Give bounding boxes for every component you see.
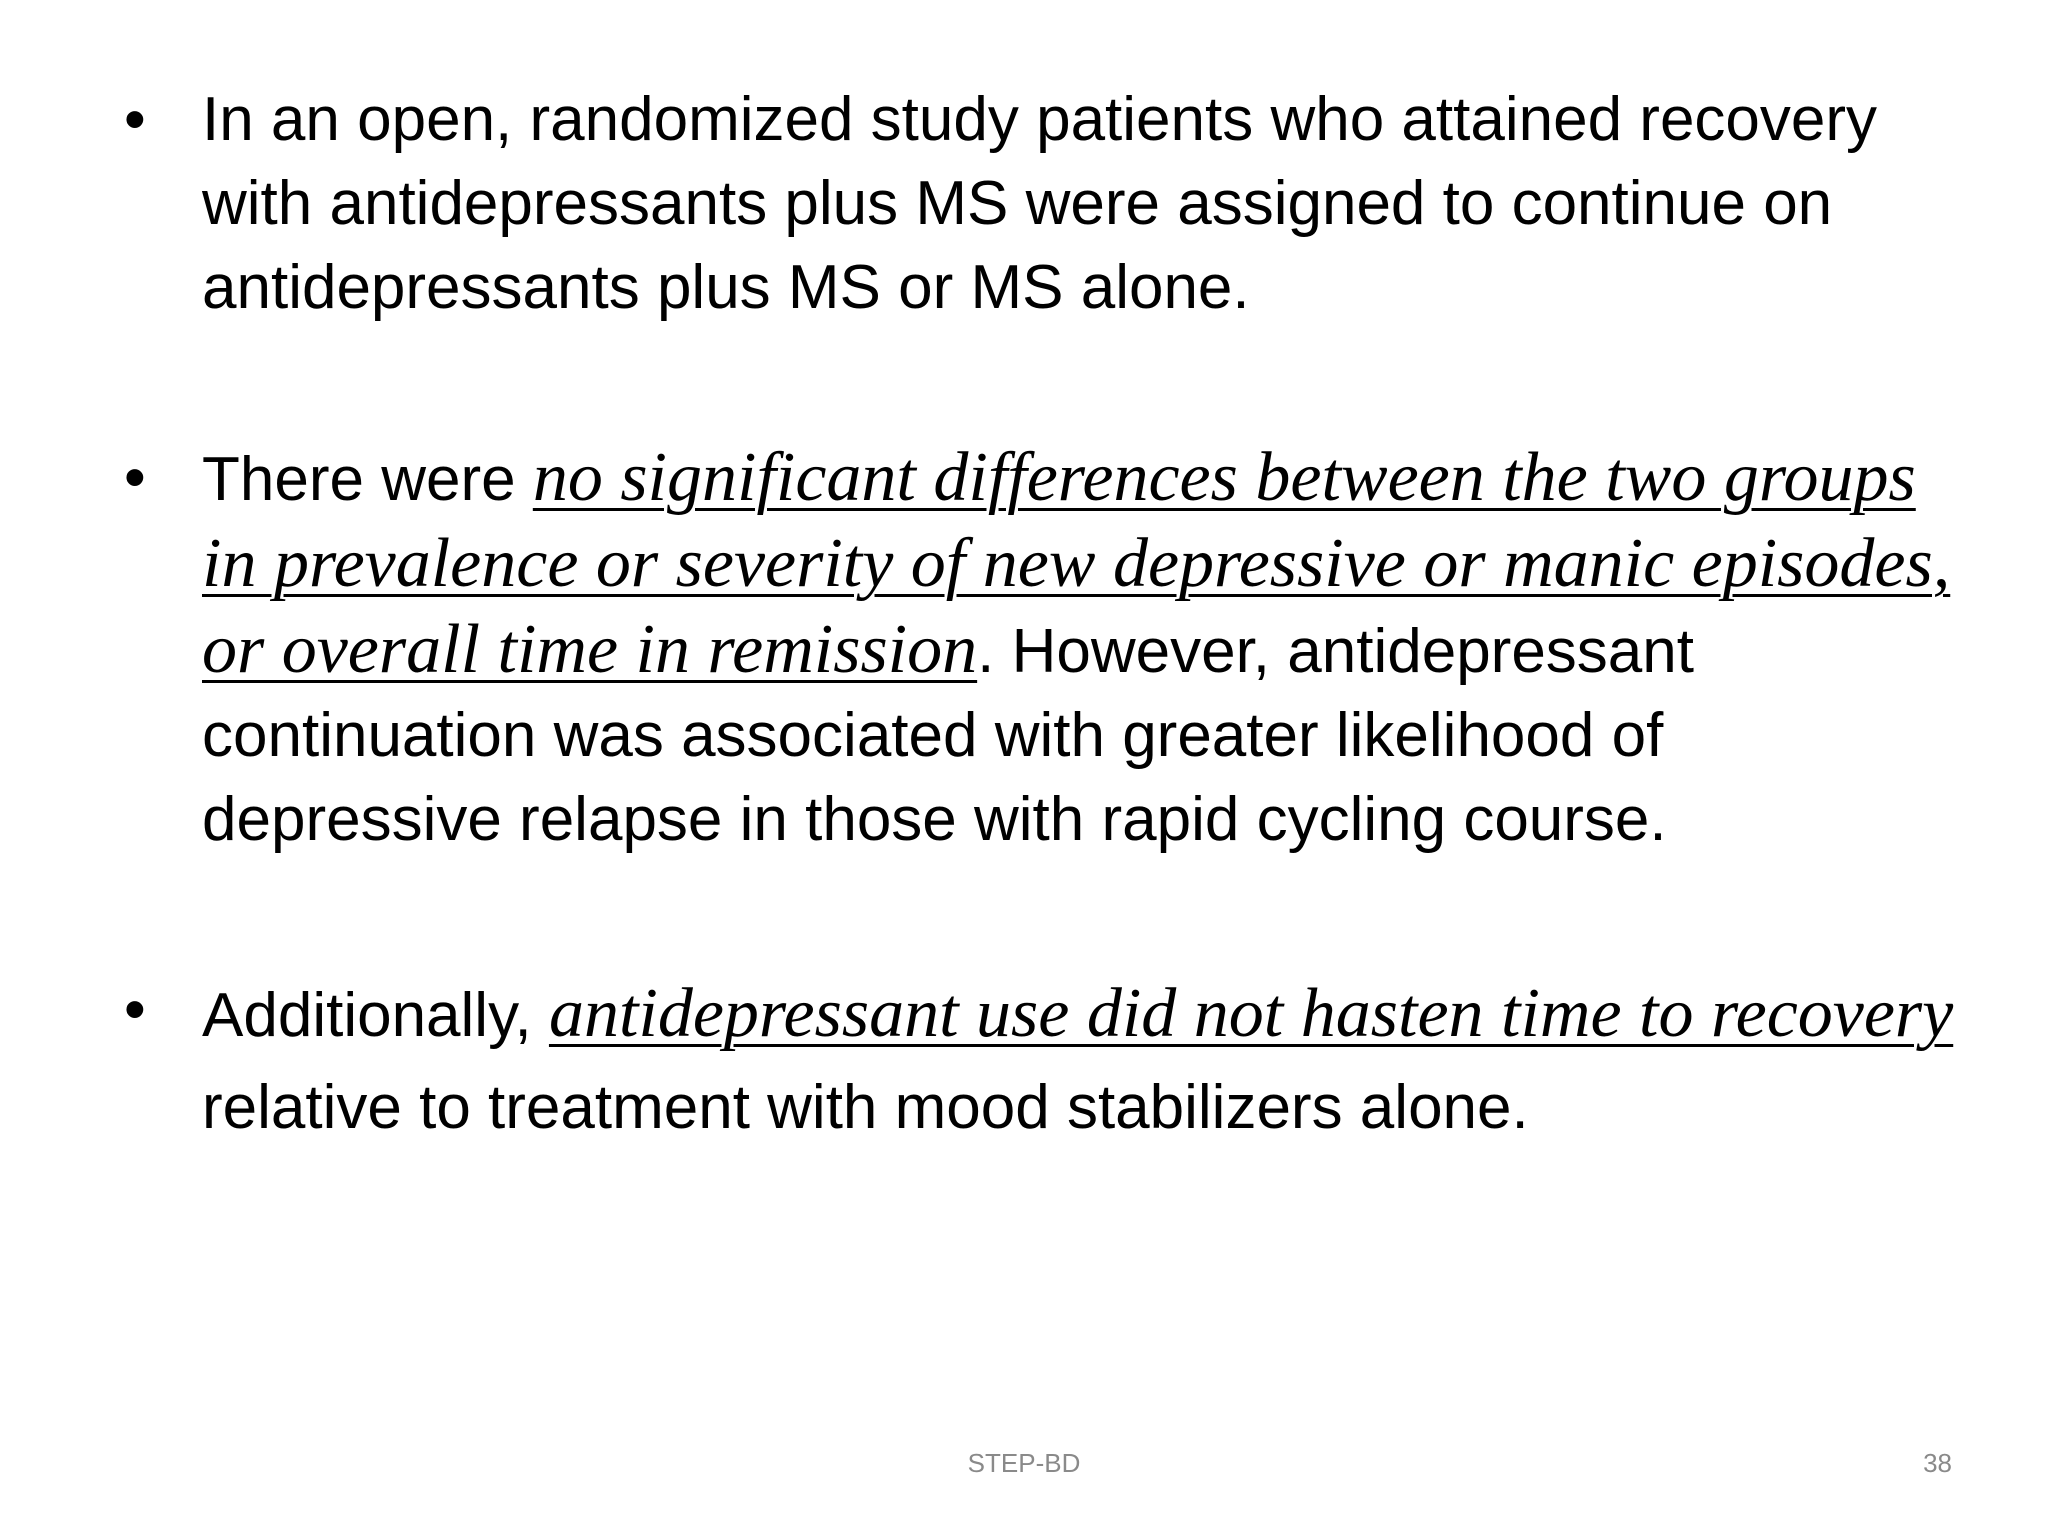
bullet-trail-text: . However, antidepressant continuation was associated with greater likelihood of depressive relapse in those with rapid cycling course. (202, 617, 1694, 854)
bullet-item-results (120, 436, 1970, 862)
bullet-list (120, 78, 1970, 1154)
bullet-marker: • (124, 975, 146, 1044)
bullet-item-additional (120, 968, 1970, 1154)
slide-number: 38 (1923, 1448, 1952, 1478)
bullet-lead-text: There were (202, 445, 533, 514)
bullet-text: In an open, randomized study patients who attained recovery with antidepressants plus MS were assigned to continue on antidepressants plus MS or MS alone. (202, 85, 1878, 322)
bullet-marker: • (124, 85, 146, 154)
footer-label: STEP-BD (967, 1448, 1081, 1478)
bullet-emphasis-text: antidepressant use did not hasten time to recovery (548, 975, 1954, 1052)
bullet-marker: • (124, 443, 146, 512)
bullet-emphasis-text: no significant differences between the two groups in prevalence or severity of new depressive or manic episodes, or overall time in remission (202, 439, 1951, 688)
bullet-trail-text: relative to treatment with mood stabilizers alone. (202, 1073, 1529, 1142)
bullet-item-study-design (120, 78, 1970, 330)
bullet-lead-text: Additionally, (202, 981, 549, 1050)
